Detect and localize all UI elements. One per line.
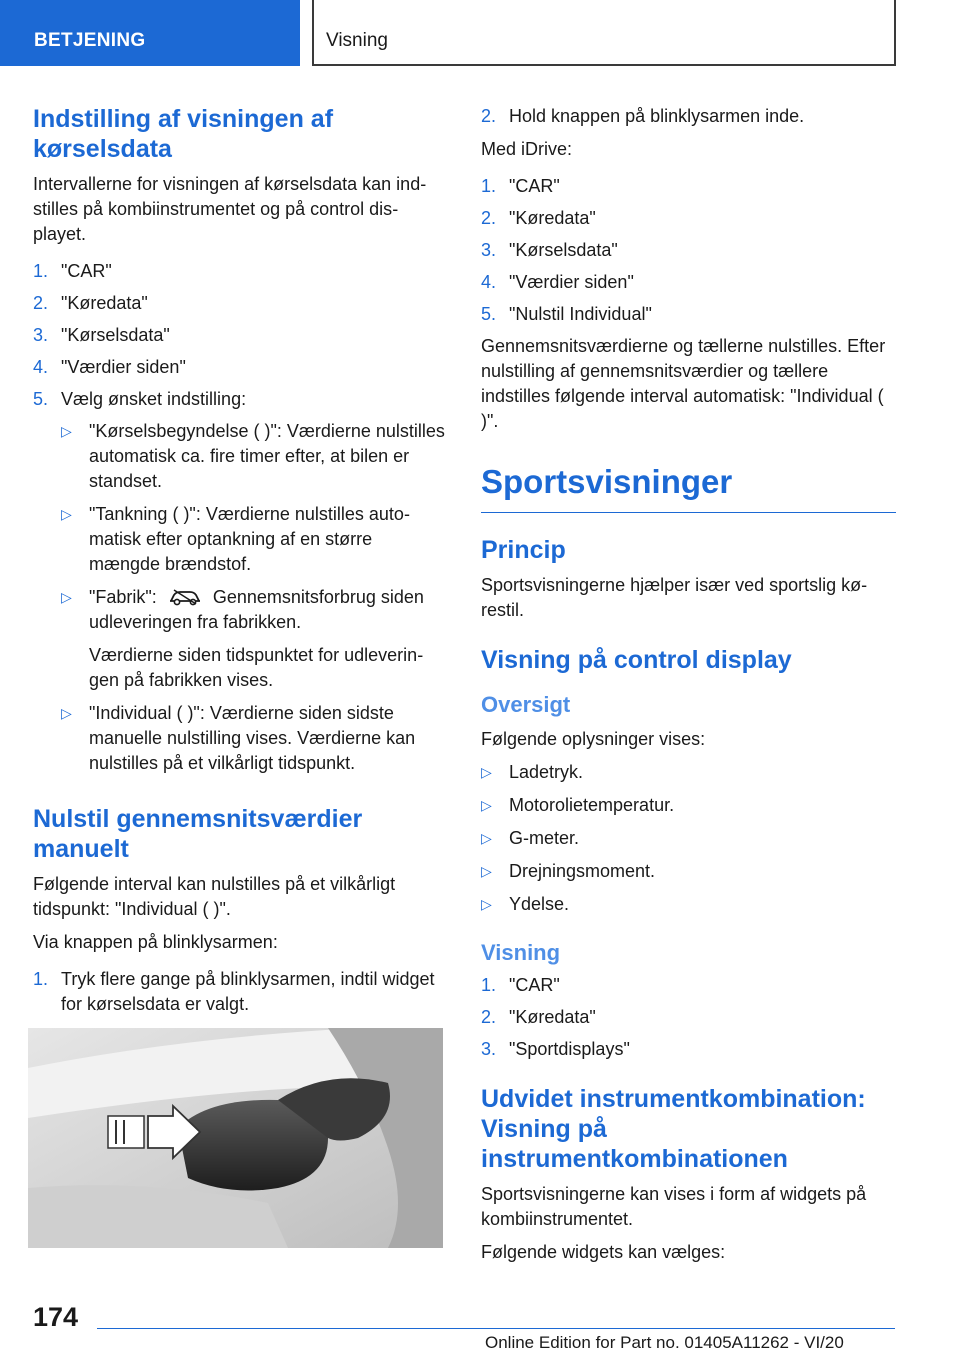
paragraph-reset: Følgende interval kan nulstilles på et vilkårligt tidspunkt: "Individual ( )".	[33, 874, 396, 919]
list-item: 1. "CAR"	[481, 176, 560, 196]
paragraph-princip: Sportsvisningerne hjælper især ved sportslig kørestil.	[481, 575, 868, 620]
paragraph-settings: Intervallerne for visningen af kørselsdata kan indstilles på kombiinstrumentet og på control displayet.	[33, 174, 427, 244]
section-tab: BETJENING	[0, 0, 300, 66]
topic-tab: Visning	[312, 0, 896, 66]
list-item: ▷ Motorolietemperatur.	[481, 793, 896, 818]
list-item: ▷ "Fabrik": Gennemsnitsforbrug siden udleveringen fra fabrikken.	[61, 585, 445, 635]
list-item: 2. "Køredata"	[481, 208, 596, 228]
list-item: ▷ Ladetryk.	[481, 760, 896, 785]
footer-edition: Online Edition for Part no. 01405A11262 - VI/20	[485, 1333, 844, 1352]
page-number: 174	[33, 1302, 79, 1332]
right-column	[481, 100, 896, 1265]
visning-steps-list	[481, 973, 896, 1062]
list-item: 2. "Køredata"	[481, 1007, 596, 1027]
list-item: ▷ Ydelse.	[481, 892, 896, 917]
settings-options-list	[61, 419, 445, 776]
info-list	[481, 760, 896, 917]
heading-princip: Princip	[481, 536, 566, 564]
paragraph-reset-result: Gennemsnitsværdierne og tællerne nulstilles. Efter nulstilling af gennemsnitsværdier og tællere indstilles følgende interval automatisk: "Individual ( )".	[481, 336, 886, 431]
list-item: 2. Hold knappen på blinklysarmen inde.	[481, 106, 805, 126]
list-item: 3. "Kørselsdata"	[481, 240, 618, 260]
heading-reset-averages: Nulstil gennemsnitsværdier manuelt	[33, 805, 363, 863]
triangle-bullet-icon: ▷	[61, 423, 72, 439]
heading-control-display: Visning på control display	[481, 646, 792, 674]
section-divider	[481, 512, 896, 513]
triangle-bullet-icon: ▷	[481, 863, 492, 879]
triangle-bullet-icon: ▷	[61, 506, 72, 522]
turn-signal-lever-image	[28, 1028, 443, 1248]
heading-extended-cluster: Udvidet instrumentkombination: Visning på instrumentkombinationen	[481, 1085, 866, 1173]
heading-display-settings: Indstilling af visningen af kørselsdata	[33, 105, 334, 163]
idrive-steps-list	[481, 174, 896, 327]
triangle-bullet-icon: ▷	[481, 764, 492, 780]
car-consumption-icon	[168, 588, 202, 606]
heading-sport-displays: Sportsvisninger	[481, 463, 733, 500]
triangle-bullet-icon: ▷	[481, 797, 492, 813]
settings-steps-list	[33, 259, 445, 412]
reset-steps-list	[33, 967, 445, 1017]
list-item: 2. "Køredata"	[33, 293, 148, 313]
list-item: 1. "CAR"	[33, 261, 112, 281]
list-item: 3. "Sportdisplays"	[481, 1039, 630, 1059]
list-item: 1. Tryk flere gange på blinklysarmen, indtil widget for kørselsdata er valgt.	[33, 969, 435, 1014]
list-item: ▷ "Tankning ( )": Værdierne nulstilles automatisk efter optankning af en større mængde brændstof.	[61, 502, 445, 577]
heading-visning: Visning	[481, 940, 561, 965]
list-item: ▷ "Kørselsbegyndelse ( )": Værdierne nulstilles automatisk ca. fire timer efter, at bilen er standset.	[61, 419, 445, 494]
paragraph-extended-cluster: Sportsvisningerne kan vises i form af widgets på kombiinstrumentet.	[481, 1184, 867, 1229]
list-item: 4. "Værdier siden"	[33, 357, 186, 377]
footer-divider	[97, 1328, 895, 1329]
paragraph-oversigt: Følgende oplysninger vises:	[481, 729, 706, 749]
list-item: ▷ "Individual ( )": Værdierne siden sidste manuelle nulstilling vises. Værdierne kan nulstilles på et vilkårligt tidspunkt.	[61, 701, 445, 776]
paragraph-widgets: Følgende widgets kan vælges:	[481, 1242, 726, 1262]
list-item: ▷ Drejningsmoment.	[481, 859, 896, 884]
list-item-note: Værdierne siden tidspunktet for udleveringen på fabrikken vises.	[89, 645, 424, 690]
paragraph-idrive: Med iDrive:	[481, 139, 573, 159]
heading-oversigt: Oversigt	[481, 692, 571, 717]
list-item: 1. "CAR"	[481, 975, 560, 995]
list-item: 5. Vælg ønsket indstilling:	[33, 389, 247, 409]
list-item: ▷ G-meter.	[481, 826, 896, 851]
triangle-bullet-icon: ▷	[61, 705, 72, 721]
triangle-bullet-icon: ▷	[481, 896, 492, 912]
list-item: 4. "Værdier siden"	[481, 272, 634, 292]
list-item: 5. "Nulstil Individual"	[481, 304, 652, 324]
list-item: 3. "Kørselsdata"	[33, 325, 170, 345]
left-column	[33, 100, 445, 1024]
triangle-bullet-icon: ▷	[481, 830, 492, 846]
paragraph-via-button: Via knappen på blinklysarmen:	[33, 932, 278, 952]
page-header	[0, 0, 960, 66]
triangle-bullet-icon: ▷	[61, 589, 72, 605]
reset-steps-list-cont	[481, 104, 896, 129]
